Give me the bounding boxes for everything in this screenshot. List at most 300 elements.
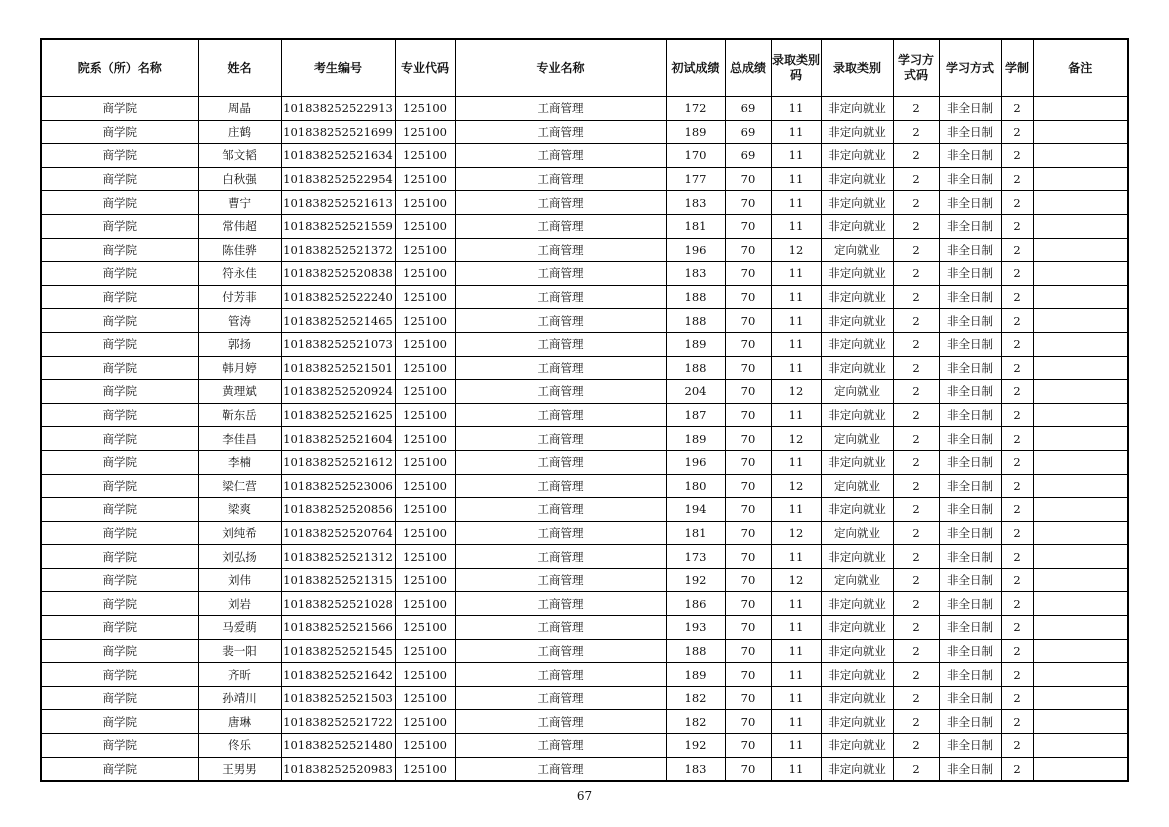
cell-admission-category: 非定向就业 xyxy=(821,592,893,616)
cell-major-name: 工商管理 xyxy=(455,616,666,640)
cell-admission-category: 非定向就业 xyxy=(821,120,893,144)
cell-study-mode-code: 2 xyxy=(893,663,939,687)
cell-major-name: 工商管理 xyxy=(455,686,666,710)
cell-name: 王男男 xyxy=(198,757,281,781)
cell-candidate-id: 101838252521699 xyxy=(281,120,395,144)
cell-admission-category-code: 11 xyxy=(771,734,821,758)
cell-study-mode: 非全日制 xyxy=(939,521,1001,545)
cell-major-name: 工商管理 xyxy=(455,144,666,168)
cell-total-score: 70 xyxy=(725,285,771,309)
table-row xyxy=(41,592,1128,616)
cell-study-mode-code: 2 xyxy=(893,380,939,404)
cell-major-name: 工商管理 xyxy=(455,238,666,262)
column-header-duration: 学制 xyxy=(1001,39,1033,97)
cell-total-score: 70 xyxy=(725,545,771,569)
table-row xyxy=(41,521,1128,545)
cell-remarks xyxy=(1033,592,1128,616)
cell-admission-category-code: 11 xyxy=(771,663,821,687)
column-header-study-mode: 学习方式 xyxy=(939,39,1001,97)
cell-admission-category: 非定向就业 xyxy=(821,403,893,427)
cell-remarks xyxy=(1033,403,1128,427)
cell-total-score: 70 xyxy=(725,521,771,545)
cell-major-code: 125100 xyxy=(395,332,455,356)
cell-total-score: 70 xyxy=(725,498,771,522)
cell-major-name: 工商管理 xyxy=(455,285,666,309)
cell-admission-category-code: 11 xyxy=(771,639,821,663)
cell-admission-category: 非定向就业 xyxy=(821,663,893,687)
cell-remarks xyxy=(1033,686,1128,710)
cell-study-mode: 非全日制 xyxy=(939,710,1001,734)
cell-total-score: 70 xyxy=(725,332,771,356)
cell-total-score: 70 xyxy=(725,592,771,616)
table-row xyxy=(41,474,1128,498)
cell-major-name: 工商管理 xyxy=(455,710,666,734)
cell-name: 付芳菲 xyxy=(198,285,281,309)
cell-prelim-score: 189 xyxy=(666,120,725,144)
cell-total-score: 70 xyxy=(725,167,771,191)
cell-admission-category-code: 12 xyxy=(771,521,821,545)
cell-name: 梁仁营 xyxy=(198,474,281,498)
cell-remarks xyxy=(1033,427,1128,451)
cell-major-code: 125100 xyxy=(395,568,455,592)
cell-department: 商学院 xyxy=(41,521,198,545)
cell-major-name: 工商管理 xyxy=(455,356,666,380)
cell-duration: 2 xyxy=(1001,757,1033,781)
cell-admission-category-code: 12 xyxy=(771,568,821,592)
cell-major-code: 125100 xyxy=(395,450,455,474)
cell-study-mode: 非全日制 xyxy=(939,167,1001,191)
cell-duration: 2 xyxy=(1001,663,1033,687)
cell-study-mode: 非全日制 xyxy=(939,427,1001,451)
column-header-major-name: 专业名称 xyxy=(455,39,666,97)
cell-major-code: 125100 xyxy=(395,167,455,191)
cell-department: 商学院 xyxy=(41,427,198,451)
table-row xyxy=(41,498,1128,522)
cell-study-mode-code: 2 xyxy=(893,521,939,545)
cell-duration: 2 xyxy=(1001,521,1033,545)
cell-study-mode: 非全日制 xyxy=(939,734,1001,758)
cell-candidate-id: 101838252521465 xyxy=(281,309,395,333)
cell-major-code: 125100 xyxy=(395,616,455,640)
cell-study-mode: 非全日制 xyxy=(939,120,1001,144)
cell-admission-category-code: 11 xyxy=(771,686,821,710)
cell-study-mode-code: 2 xyxy=(893,450,939,474)
cell-duration: 2 xyxy=(1001,262,1033,286)
cell-duration: 2 xyxy=(1001,639,1033,663)
cell-department: 商学院 xyxy=(41,568,198,592)
cell-duration: 2 xyxy=(1001,356,1033,380)
cell-candidate-id: 101838252520856 xyxy=(281,498,395,522)
cell-department: 商学院 xyxy=(41,474,198,498)
cell-total-score: 70 xyxy=(725,710,771,734)
cell-study-mode-code: 2 xyxy=(893,262,939,286)
cell-study-mode: 非全日制 xyxy=(939,356,1001,380)
cell-study-mode-code: 2 xyxy=(893,285,939,309)
cell-name: 唐琳 xyxy=(198,710,281,734)
cell-major-code: 125100 xyxy=(395,639,455,663)
cell-study-mode: 非全日制 xyxy=(939,214,1001,238)
column-header-total-score: 总成绩 xyxy=(725,39,771,97)
cell-duration: 2 xyxy=(1001,545,1033,569)
column-header-department: 院系（所）名称 xyxy=(41,39,198,97)
cell-total-score: 70 xyxy=(725,450,771,474)
cell-candidate-id: 101838252522240 xyxy=(281,285,395,309)
cell-study-mode: 非全日制 xyxy=(939,97,1001,121)
cell-prelim-score: 183 xyxy=(666,191,725,215)
cell-remarks xyxy=(1033,734,1128,758)
cell-remarks xyxy=(1033,309,1128,333)
cell-department: 商学院 xyxy=(41,262,198,286)
cell-name: 刘岩 xyxy=(198,592,281,616)
cell-major-name: 工商管理 xyxy=(455,191,666,215)
cell-major-name: 工商管理 xyxy=(455,380,666,404)
cell-major-name: 工商管理 xyxy=(455,214,666,238)
cell-admission-category: 非定向就业 xyxy=(821,285,893,309)
cell-name: 李楠 xyxy=(198,450,281,474)
cell-major-name: 工商管理 xyxy=(455,403,666,427)
cell-name: 马爱萌 xyxy=(198,616,281,640)
cell-name: 刘弘扬 xyxy=(198,545,281,569)
cell-study-mode-code: 2 xyxy=(893,568,939,592)
cell-admission-category: 非定向就业 xyxy=(821,167,893,191)
cell-study-mode: 非全日制 xyxy=(939,474,1001,498)
cell-study-mode-code: 2 xyxy=(893,309,939,333)
cell-total-score: 70 xyxy=(725,734,771,758)
column-header-candidate-id: 考生编号 xyxy=(281,39,395,97)
cell-major-code: 125100 xyxy=(395,710,455,734)
cell-candidate-id: 101838252521634 xyxy=(281,144,395,168)
cell-name: 郭扬 xyxy=(198,332,281,356)
table-row xyxy=(41,734,1128,758)
cell-department: 商学院 xyxy=(41,238,198,262)
cell-prelim-score: 188 xyxy=(666,309,725,333)
cell-admission-category: 定向就业 xyxy=(821,521,893,545)
cell-study-mode-code: 2 xyxy=(893,427,939,451)
cell-total-score: 70 xyxy=(725,568,771,592)
cell-prelim-score: 182 xyxy=(666,686,725,710)
cell-total-score: 70 xyxy=(725,686,771,710)
table-body xyxy=(41,97,1128,782)
cell-duration: 2 xyxy=(1001,167,1033,191)
cell-major-name: 工商管理 xyxy=(455,309,666,333)
cell-admission-category: 定向就业 xyxy=(821,380,893,404)
cell-candidate-id: 101838252521545 xyxy=(281,639,395,663)
cell-prelim-score: 192 xyxy=(666,568,725,592)
table-row xyxy=(41,356,1128,380)
cell-prelim-score: 183 xyxy=(666,757,725,781)
cell-name: 佟乐 xyxy=(198,734,281,758)
column-header-remarks: 备注 xyxy=(1033,39,1128,97)
cell-total-score: 69 xyxy=(725,97,771,121)
cell-major-name: 工商管理 xyxy=(455,474,666,498)
cell-name: 陈佳骅 xyxy=(198,238,281,262)
cell-study-mode: 非全日制 xyxy=(939,450,1001,474)
cell-study-mode-code: 2 xyxy=(893,474,939,498)
cell-candidate-id: 101838252521480 xyxy=(281,734,395,758)
cell-name: 曹宁 xyxy=(198,191,281,215)
cell-total-score: 70 xyxy=(725,474,771,498)
table-row xyxy=(41,757,1128,781)
cell-study-mode: 非全日制 xyxy=(939,498,1001,522)
cell-admission-category: 非定向就业 xyxy=(821,710,893,734)
cell-major-name: 工商管理 xyxy=(455,167,666,191)
cell-admission-category: 非定向就业 xyxy=(821,332,893,356)
cell-admission-category-code: 11 xyxy=(771,214,821,238)
cell-remarks xyxy=(1033,144,1128,168)
cell-name: 韩月婷 xyxy=(198,356,281,380)
cell-admission-category-code: 11 xyxy=(771,356,821,380)
cell-admission-category-code: 12 xyxy=(771,380,821,404)
cell-study-mode-code: 2 xyxy=(893,403,939,427)
cell-name: 齐昕 xyxy=(198,663,281,687)
cell-admission-category-code: 11 xyxy=(771,97,821,121)
table-row xyxy=(41,238,1128,262)
cell-candidate-id: 101838252520983 xyxy=(281,757,395,781)
cell-duration: 2 xyxy=(1001,710,1033,734)
cell-admission-category-code: 11 xyxy=(771,144,821,168)
cell-remarks xyxy=(1033,262,1128,286)
cell-remarks xyxy=(1033,191,1128,215)
cell-admission-category: 非定向就业 xyxy=(821,356,893,380)
cell-total-score: 70 xyxy=(725,757,771,781)
cell-name: 刘伟 xyxy=(198,568,281,592)
cell-major-code: 125100 xyxy=(395,734,455,758)
table-row xyxy=(41,450,1128,474)
table-row xyxy=(41,262,1128,286)
cell-remarks xyxy=(1033,97,1128,121)
cell-major-name: 工商管理 xyxy=(455,427,666,451)
cell-prelim-score: 189 xyxy=(666,663,725,687)
cell-remarks xyxy=(1033,498,1128,522)
cell-major-code: 125100 xyxy=(395,97,455,121)
cell-study-mode: 非全日制 xyxy=(939,403,1001,427)
cell-candidate-id: 101838252521372 xyxy=(281,238,395,262)
cell-major-name: 工商管理 xyxy=(455,545,666,569)
table-row xyxy=(41,663,1128,687)
cell-department: 商学院 xyxy=(41,380,198,404)
cell-study-mode: 非全日制 xyxy=(939,639,1001,663)
cell-major-code: 125100 xyxy=(395,545,455,569)
cell-candidate-id: 101838252522913 xyxy=(281,97,395,121)
cell-name: 裴一阳 xyxy=(198,639,281,663)
cell-department: 商学院 xyxy=(41,663,198,687)
cell-candidate-id: 101838252521312 xyxy=(281,545,395,569)
cell-admission-category: 非定向就业 xyxy=(821,757,893,781)
cell-study-mode: 非全日制 xyxy=(939,285,1001,309)
cell-admission-category: 非定向就业 xyxy=(821,144,893,168)
cell-major-code: 125100 xyxy=(395,285,455,309)
cell-major-code: 125100 xyxy=(395,757,455,781)
cell-total-score: 70 xyxy=(725,380,771,404)
cell-remarks xyxy=(1033,238,1128,262)
column-header-name: 姓名 xyxy=(198,39,281,97)
cell-admission-category: 非定向就业 xyxy=(821,309,893,333)
cell-name: 黄理斌 xyxy=(198,380,281,404)
cell-major-name: 工商管理 xyxy=(455,450,666,474)
cell-department: 商学院 xyxy=(41,403,198,427)
cell-study-mode-code: 2 xyxy=(893,191,939,215)
cell-prelim-score: 173 xyxy=(666,545,725,569)
cell-study-mode: 非全日制 xyxy=(939,191,1001,215)
cell-major-code: 125100 xyxy=(395,403,455,427)
cell-major-code: 125100 xyxy=(395,380,455,404)
cell-admission-category-code: 11 xyxy=(771,285,821,309)
cell-candidate-id: 101838252521503 xyxy=(281,686,395,710)
cell-remarks xyxy=(1033,356,1128,380)
cell-department: 商学院 xyxy=(41,167,198,191)
cell-total-score: 69 xyxy=(725,144,771,168)
cell-duration: 2 xyxy=(1001,380,1033,404)
cell-department: 商学院 xyxy=(41,285,198,309)
cell-admission-category-code: 11 xyxy=(771,191,821,215)
cell-study-mode-code: 2 xyxy=(893,144,939,168)
cell-total-score: 70 xyxy=(725,427,771,451)
cell-admission-category: 定向就业 xyxy=(821,238,893,262)
cell-study-mode-code: 2 xyxy=(893,120,939,144)
column-header-prelim-score: 初试成绩 xyxy=(666,39,725,97)
cell-name: 常伟超 xyxy=(198,214,281,238)
cell-remarks xyxy=(1033,380,1128,404)
cell-major-code: 125100 xyxy=(395,309,455,333)
cell-admission-category: 非定向就业 xyxy=(821,191,893,215)
cell-name: 靳东岳 xyxy=(198,403,281,427)
cell-prelim-score: 194 xyxy=(666,498,725,522)
table-row xyxy=(41,403,1128,427)
cell-prelim-score: 188 xyxy=(666,356,725,380)
cell-candidate-id: 101838252521625 xyxy=(281,403,395,427)
admission-table xyxy=(40,38,1129,782)
cell-major-code: 125100 xyxy=(395,356,455,380)
cell-study-mode-code: 2 xyxy=(893,734,939,758)
cell-remarks xyxy=(1033,285,1128,309)
cell-department: 商学院 xyxy=(41,214,198,238)
cell-study-mode-code: 2 xyxy=(893,639,939,663)
cell-major-name: 工商管理 xyxy=(455,262,666,286)
cell-admission-category-code: 11 xyxy=(771,332,821,356)
cell-prelim-score: 188 xyxy=(666,285,725,309)
cell-study-mode: 非全日制 xyxy=(939,592,1001,616)
cell-prelim-score: 182 xyxy=(666,710,725,734)
cell-admission-category: 非定向就业 xyxy=(821,97,893,121)
cell-department: 商学院 xyxy=(41,498,198,522)
cell-duration: 2 xyxy=(1001,686,1033,710)
cell-admission-category-code: 11 xyxy=(771,616,821,640)
cell-major-code: 125100 xyxy=(395,262,455,286)
column-header-major-code: 专业代码 xyxy=(395,39,455,97)
cell-candidate-id: 101838252521612 xyxy=(281,450,395,474)
cell-department: 商学院 xyxy=(41,332,198,356)
cell-study-mode-code: 2 xyxy=(893,686,939,710)
cell-study-mode-code: 2 xyxy=(893,97,939,121)
cell-admission-category: 非定向就业 xyxy=(821,686,893,710)
cell-name: 符永佳 xyxy=(198,262,281,286)
table-row xyxy=(41,710,1128,734)
cell-major-name: 工商管理 xyxy=(455,592,666,616)
cell-prelim-score: 193 xyxy=(666,616,725,640)
table-row xyxy=(41,380,1128,404)
cell-total-score: 69 xyxy=(725,120,771,144)
cell-study-mode: 非全日制 xyxy=(939,332,1001,356)
cell-remarks xyxy=(1033,568,1128,592)
cell-candidate-id: 101838252521604 xyxy=(281,427,395,451)
column-header-admission-category-code: 录取类别码 xyxy=(771,39,821,97)
cell-duration: 2 xyxy=(1001,474,1033,498)
table-row xyxy=(41,639,1128,663)
cell-name: 邹文韬 xyxy=(198,144,281,168)
cell-duration: 2 xyxy=(1001,309,1033,333)
cell-duration: 2 xyxy=(1001,427,1033,451)
cell-remarks xyxy=(1033,545,1128,569)
cell-admission-category-code: 12 xyxy=(771,238,821,262)
cell-admission-category: 非定向就业 xyxy=(821,498,893,522)
cell-candidate-id: 101838252521566 xyxy=(281,616,395,640)
cell-admission-category: 非定向就业 xyxy=(821,545,893,569)
cell-major-name: 工商管理 xyxy=(455,757,666,781)
cell-name: 李佳昌 xyxy=(198,427,281,451)
cell-duration: 2 xyxy=(1001,403,1033,427)
table-row xyxy=(41,686,1128,710)
cell-admission-category-code: 11 xyxy=(771,710,821,734)
cell-total-score: 70 xyxy=(725,403,771,427)
cell-major-code: 125100 xyxy=(395,686,455,710)
cell-study-mode-code: 2 xyxy=(893,167,939,191)
cell-name: 孙靖川 xyxy=(198,686,281,710)
table-row xyxy=(41,545,1128,569)
cell-admission-category: 定向就业 xyxy=(821,568,893,592)
table-row xyxy=(41,332,1128,356)
cell-duration: 2 xyxy=(1001,191,1033,215)
cell-remarks xyxy=(1033,120,1128,144)
cell-duration: 2 xyxy=(1001,332,1033,356)
cell-study-mode: 非全日制 xyxy=(939,616,1001,640)
cell-admission-category-code: 11 xyxy=(771,167,821,191)
cell-study-mode: 非全日制 xyxy=(939,757,1001,781)
cell-study-mode: 非全日制 xyxy=(939,568,1001,592)
cell-prelim-score: 188 xyxy=(666,639,725,663)
cell-major-name: 工商管理 xyxy=(455,498,666,522)
cell-name: 刘纯希 xyxy=(198,521,281,545)
cell-study-mode-code: 2 xyxy=(893,332,939,356)
cell-duration: 2 xyxy=(1001,120,1033,144)
cell-duration: 2 xyxy=(1001,616,1033,640)
cell-remarks xyxy=(1033,639,1128,663)
cell-major-code: 125100 xyxy=(395,521,455,545)
table-row xyxy=(41,285,1128,309)
cell-study-mode: 非全日制 xyxy=(939,686,1001,710)
cell-admission-category-code: 12 xyxy=(771,427,821,451)
cell-duration: 2 xyxy=(1001,592,1033,616)
cell-admission-category-code: 11 xyxy=(771,498,821,522)
cell-candidate-id: 101838252521073 xyxy=(281,332,395,356)
cell-major-code: 125100 xyxy=(395,238,455,262)
table-row xyxy=(41,97,1128,121)
cell-remarks xyxy=(1033,710,1128,734)
cell-major-name: 工商管理 xyxy=(455,568,666,592)
cell-remarks xyxy=(1033,214,1128,238)
cell-department: 商学院 xyxy=(41,639,198,663)
cell-candidate-id: 101838252521315 xyxy=(281,568,395,592)
column-header-admission-category: 录取类别 xyxy=(821,39,893,97)
cell-remarks xyxy=(1033,663,1128,687)
cell-duration: 2 xyxy=(1001,144,1033,168)
cell-candidate-id: 101838252521559 xyxy=(281,214,395,238)
cell-prelim-score: 196 xyxy=(666,238,725,262)
cell-major-name: 工商管理 xyxy=(455,663,666,687)
cell-name: 白秋强 xyxy=(198,167,281,191)
cell-total-score: 70 xyxy=(725,616,771,640)
column-header-study-mode-code: 学习方式码 xyxy=(893,39,939,97)
cell-study-mode-code: 2 xyxy=(893,592,939,616)
